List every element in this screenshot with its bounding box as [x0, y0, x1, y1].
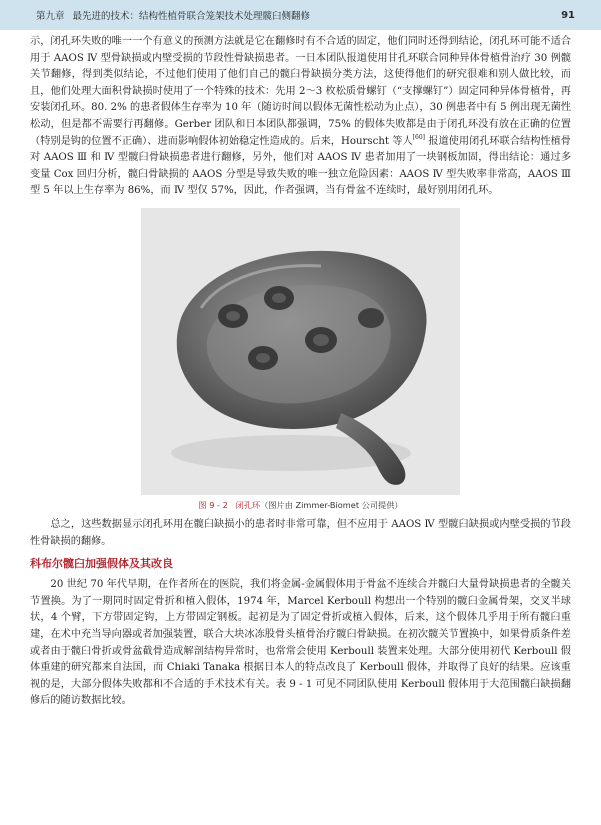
page-number: 91 — [561, 9, 575, 21]
citation-reference[interactable]: [60] — [412, 133, 425, 141]
figure-9-2 — [30, 208, 571, 511]
figure-number: 图 9 - 2 — [198, 499, 228, 510]
paragraph-text-part-a: 示，闭孔环失败的唯一一个有意义的预测方法就是它在翻修时有不合适的固定，他们同时还得到结论，闭孔环可能不适合用于 AAOS Ⅳ 型骨缺损或内壁受损的节段性骨缺损患者。一日本团队报道使用甘孔环联合同种异体骨植骨治疗 30 例髋关节翻修，得到类似结论，不过他们使用了他们自己的髋臼骨缺损分类方法，这使得他们的研究很难和别人做比较，而且，他们处理大面积骨缺损时使用了一个特殊的技术：先用 2～3 枚松质骨螺钉（“支撑螺钉”）固定同种异体骨植骨，再安装闭孔环。80. 2% 的患者假体生存率为 10 年（随访时间以假体无菌性松动为止点），30 例患者中有 5 例出现无菌性松动，但是都不需要行再翻修。Gerber 团队和日本团队都强调，75% 的假体失败都是由于闭孔环没有放在正确的位置（特别是钩的位置不正确）、进而影响假体初始稳定性造成的。后来，Hourscht 等人 — [30, 36, 571, 147]
chapter-title: 最先进的技术：结构性植骨联合笼架技术处理髋臼侧翻修 — [72, 11, 311, 22]
figure-title: 闭孔环 — [235, 499, 261, 510]
running-header — [0, 0, 601, 30]
paragraph-summary: 总之，这些数据显示闭孔环用在髋臼缺损小的患者时非常可靠，但不应用于 AAOS Ⅳ 型髋臼缺损或内壁受损的节段性骨缺损的翻修。 — [30, 518, 571, 547]
figure-caption — [30, 500, 571, 511]
chapter-label: 第九章 — [36, 11, 65, 22]
page-content — [30, 34, 571, 710]
paragraph-kerboull-history: 20 世纪 70 年代早期，在作者所在的医院，我们将金属-金属假体用于骨盆不连续合并髋臼大量骨缺损患者的全髋关节置换。为了一期同时固定骨折和植入假体，1974 年，Marcel Kerboull 构想出一个特别的髋臼金属骨架，交叉半球状，4 个臂，下方带固定钩，上方带固定钢板。起初是为了固定骨折或植入假体，后来，这个假体几乎用于所有髋臼重建，在术中充当导向器或者加强装置，联合大块冰冻股骨头植骨治疗髋臼骨缺损。在初次髋关节置换中，如果骨质条件差或者由于髋臼骨折或骨盆截骨造成解剖结构异常时，也常常会使用 Kerboull 装置来处理。大部分使用初代 Kerboull 假体重建的研究都来自法国，而 Chiaki Tanaka 根据日本人的特点改良了 Kerboull 假体，并取得了良好的结果。应该重视的是，大部分假体失败都和不合适的手术技术有关。表 9 - 1 可见不同团队使用 Kerboull 假体用于大范围髋臼缺损翻修后的随访数据比较。 — [30, 579, 571, 707]
paragraph-text-part-b: 报道使用闭孔环联合结构性植骨对 AAOS Ⅲ 和 Ⅳ 型髋臼骨缺损患者进行翻修，另外，他们对 AAOS Ⅳ 患者加用了一块钢板加固，得出结论：通过多变量 Cox 回归分析，髋臼骨缺损的 AAOS 分型是导致失败的唯一独立危险因素：AAOS Ⅳ 型失败率非常高，AAOS Ⅲ 型 5 年以上生存率为 86%，而 Ⅳ 型仅 57%，因此，作者强调，当有骨盆不连续时，最好别用闭孔环。 — [30, 135, 571, 197]
paragraph-closed-ring-results — [30, 34, 571, 200]
section-heading: 科布尔髋臼加强假体及其改良 — [30, 557, 173, 571]
figure-credit: （图片由 Zimmer-Biomet 公司提供） — [260, 499, 403, 510]
closed-ring-implant-photo — [141, 208, 460, 495]
